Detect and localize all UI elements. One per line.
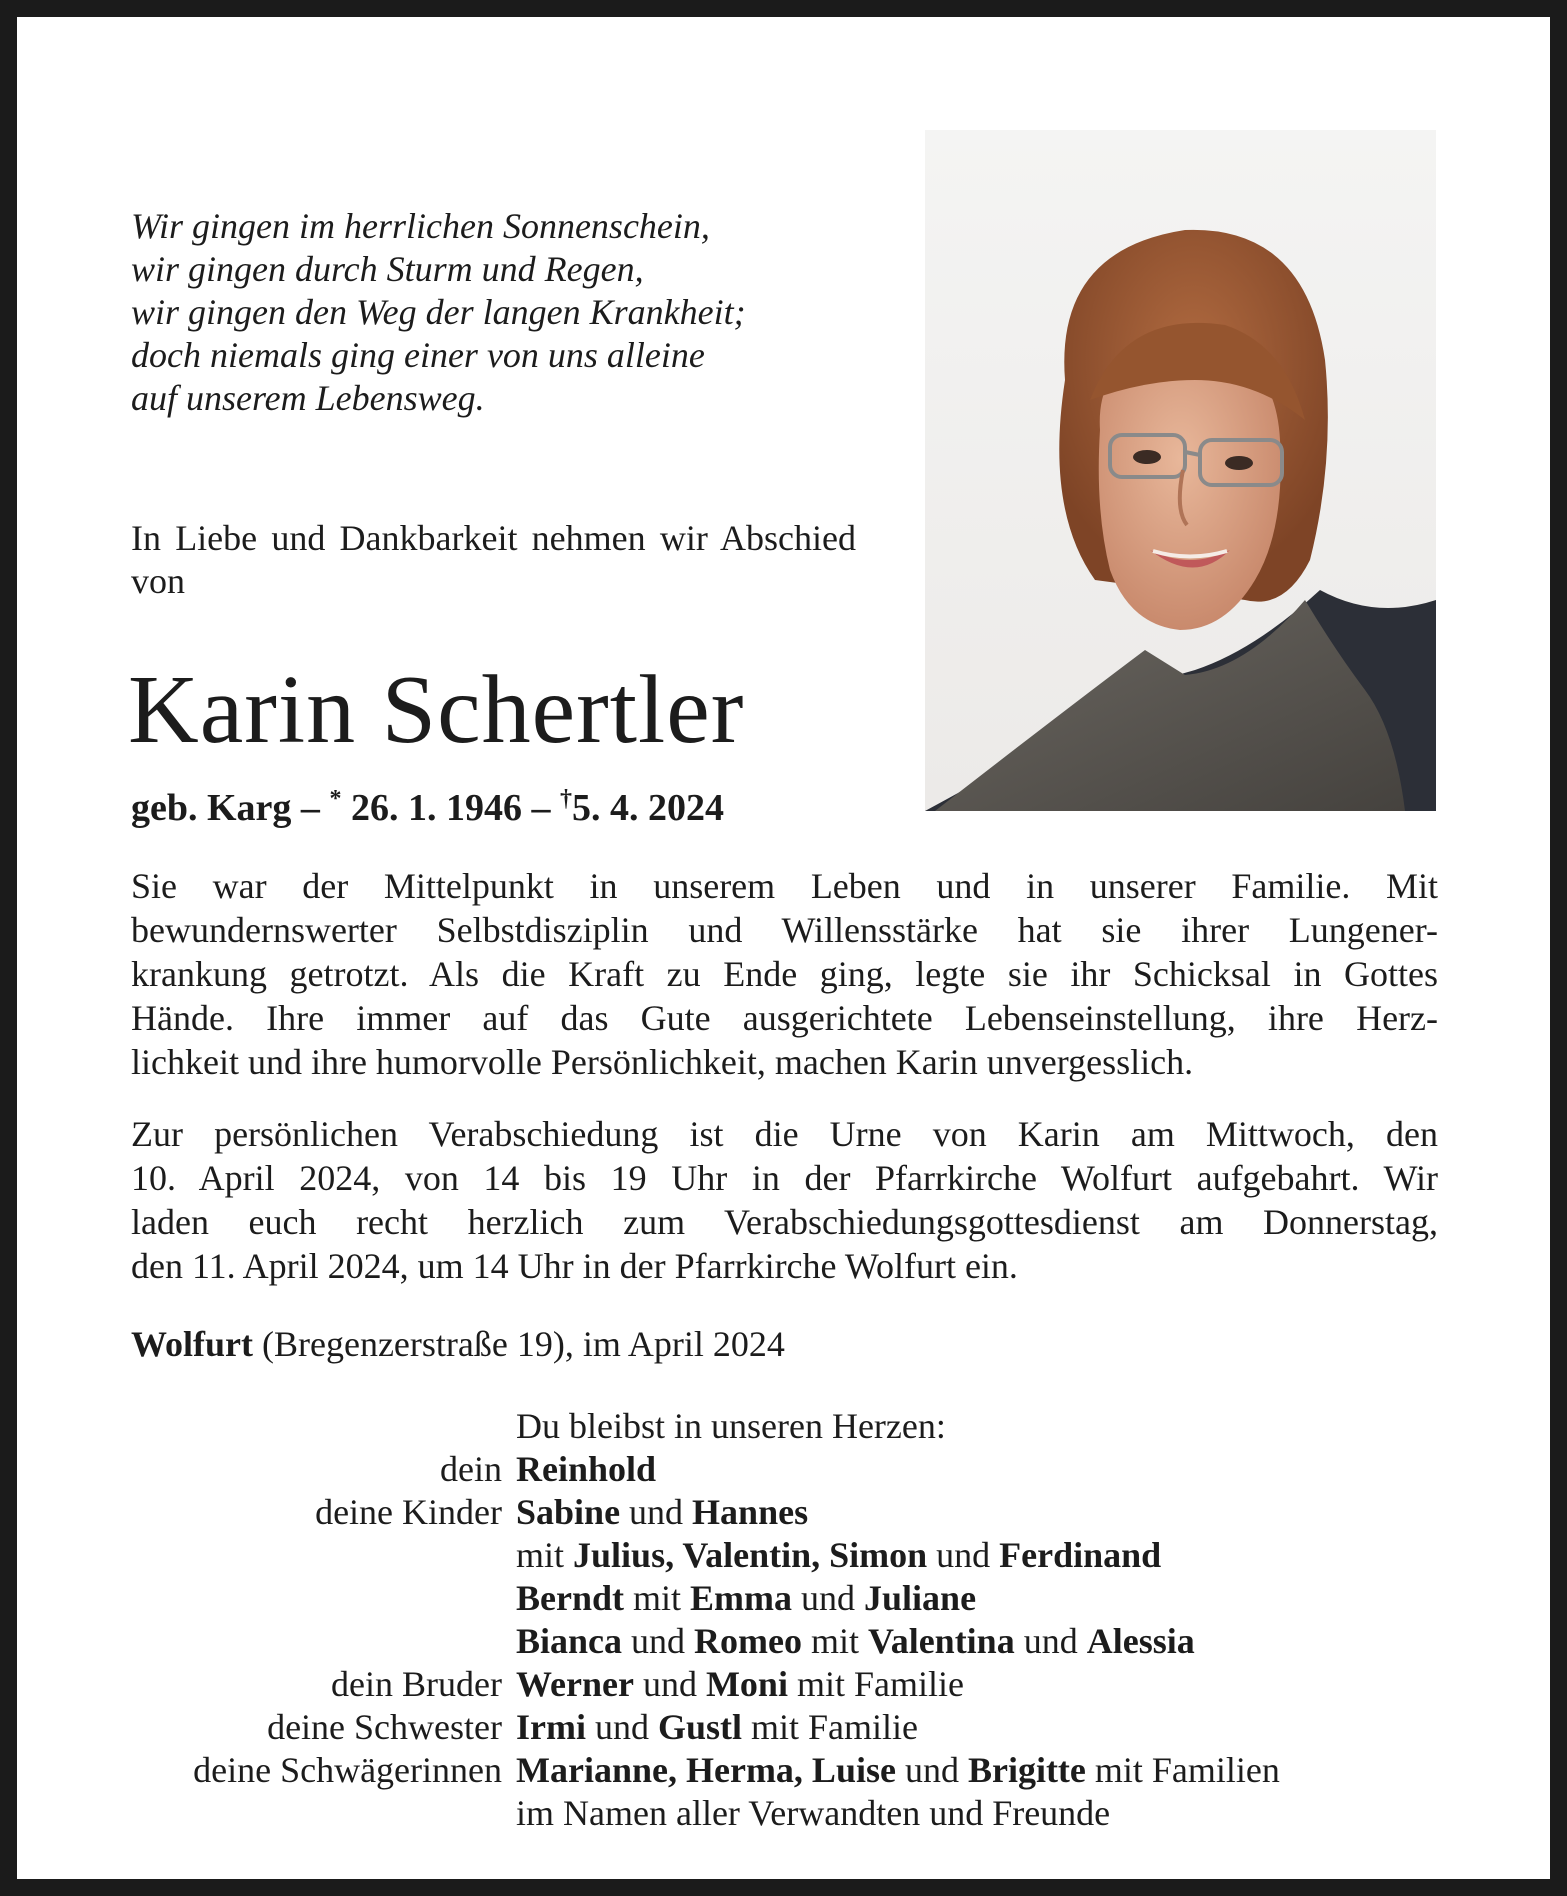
mourners-heading: Du bleibst in unseren Herzen:: [516, 1406, 946, 1446]
mourner-names: [516, 1749, 1461, 1792]
relation-label: [131, 1577, 516, 1620]
mourner-row: [131, 1706, 1461, 1749]
memorial-poem: [131, 205, 811, 420]
mourner-name: Irmi: [516, 1707, 586, 1747]
mourner-name: Gustl: [657, 1707, 743, 1747]
mourner-name: Ferdinand: [999, 1535, 1162, 1575]
paragraph-line: Hände. Ihre immer auf das Gute ausgerichtete Lebenseinstellung, ihre Herz-: [131, 998, 1438, 1038]
connector-text: mit Familie: [787, 1664, 964, 1704]
paragraph-line: lichkeit und ihre humorvolle Persönlichkeit, machen Karin unvergesslich.: [131, 1042, 1194, 1082]
mourner-row: [131, 1577, 1461, 1620]
connector-text: und: [620, 1492, 693, 1532]
mourner-names: [516, 1620, 1461, 1663]
mourner-name: Bianca: [516, 1621, 623, 1661]
death-symbol: †: [559, 786, 572, 812]
mourner-row: [131, 1534, 1461, 1577]
relation-label: [131, 1620, 516, 1663]
connector-text: und: [622, 1621, 695, 1661]
life-dates: [131, 777, 724, 830]
paragraph-line: 10. April 2024, von 14 bis 19 Uhr in der Pfarrkirche Wolfurt aufgebahrt. Wir: [131, 1158, 1438, 1198]
mourner-name: Reinhold: [516, 1449, 657, 1489]
town-name: Wolfurt: [131, 1324, 253, 1364]
mourner-name: Hannes: [692, 1492, 809, 1532]
connector-text: mit: [516, 1535, 574, 1575]
birth-date: 26. 1. 1946 –: [341, 787, 560, 829]
connector-text: mit: [801, 1621, 868, 1661]
connector-text: und: [633, 1664, 706, 1704]
mourner-rows: [131, 1448, 1461, 1835]
connector-text: mit Familien: [1085, 1750, 1280, 1790]
mourner-name: Berndt: [516, 1578, 624, 1618]
mourners-heading-row: [131, 1405, 1461, 1448]
poem-line: doch niemals ging einer von uns alleine: [131, 335, 705, 375]
mourner-name: Valentina: [868, 1621, 1015, 1661]
poem-line: wir gingen durch Sturm und Regen,: [131, 249, 644, 289]
mourner-names: [516, 1706, 1461, 1749]
relation-label: deine Schwester: [267, 1707, 502, 1747]
mourner-name: Brigitte: [967, 1750, 1086, 1790]
mourner-name: Werner: [516, 1664, 634, 1704]
mourner-name: Juliane: [864, 1578, 977, 1618]
place-and-date: [131, 1322, 785, 1366]
mourner-name: Alessia: [1086, 1621, 1195, 1661]
tribute-paragraph: [131, 864, 1438, 1084]
mourner-names: [516, 1663, 1461, 1706]
relation-label: deine Kinder: [315, 1492, 502, 1532]
connector-text: im Namen aller Verwandten und Freunde: [516, 1793, 1111, 1833]
death-date: 5. 4. 2024: [571, 787, 724, 829]
mourner-name: Sabine: [516, 1492, 621, 1532]
funeral-details-paragraph: [131, 1112, 1438, 1288]
mourner-row: [131, 1448, 1461, 1491]
portrait-illustration: [925, 130, 1436, 811]
mourner-row: [131, 1749, 1461, 1792]
mourner-names: [516, 1448, 1461, 1491]
connector-text: mit: [624, 1578, 691, 1618]
paragraph-line: Sie war der Mittelpunkt in unserem Leben und in unserer Familie. Mit: [131, 866, 1438, 906]
farewell-intro: In Liebe und Dankbarkeit nehmen wir Abschied von: [131, 518, 856, 601]
maiden-name: geb. Karg –: [131, 787, 330, 829]
paragraph-line: den 11. April 2024, um 14 Uhr in der Pfarrkirche Wolfurt ein.: [131, 1246, 1018, 1286]
connector-text: und: [585, 1707, 658, 1747]
relation-label: dein: [440, 1449, 502, 1489]
connector-text: mit Familie: [742, 1707, 919, 1747]
address-and-date: (Bregenzerstraße 19), im April 2024: [253, 1324, 785, 1364]
mourner-names: [516, 1491, 1461, 1534]
poem-line: wir gingen den Weg der langen Krankheit;: [131, 292, 746, 332]
relation-label: [131, 1792, 516, 1835]
mourner-name: Emma: [690, 1578, 793, 1618]
mourner-name: Moni: [705, 1664, 788, 1704]
mourner-name: Julius, Valentin, Simon: [573, 1535, 928, 1575]
mourner-names: [516, 1577, 1461, 1620]
mourner-names: [516, 1792, 1461, 1835]
mourner-row: [131, 1491, 1461, 1534]
mourner-name: Romeo: [694, 1621, 802, 1661]
mourner-name: Marianne, Herma, Luise: [516, 1750, 896, 1790]
paragraph-line: krankung getrotzt. Als die Kraft zu Ende ging, legte sie ihr Schicksal in Gottes: [131, 954, 1438, 994]
poem-line: auf unserem Lebensweg.: [131, 378, 485, 418]
connector-text: und: [1014, 1621, 1087, 1661]
paragraph-line: Zur persönlichen Verabschiedung ist die Urne von Karin am Mittwoch, den: [131, 1114, 1438, 1154]
relation-label: dein Bruder: [331, 1664, 502, 1704]
deceased-name: Karin Schertler: [128, 656, 745, 764]
paragraph-line: laden euch recht herzlich zum Verabschiedungsgottesdienst am Donnerstag,: [131, 1202, 1438, 1242]
mourners-list: [131, 1405, 1461, 1835]
relation-label: [131, 1534, 516, 1577]
connector-text: und: [792, 1578, 865, 1618]
portrait-photo: [925, 130, 1436, 811]
relation-label: deine Schwägerinnen: [193, 1750, 502, 1790]
mourner-row: [131, 1620, 1461, 1663]
mourner-row: [131, 1663, 1461, 1706]
connector-text: und: [927, 1535, 1000, 1575]
mourner-names: [516, 1534, 1461, 1577]
mourner-row: [131, 1792, 1461, 1835]
paragraph-line: bewundernswerter Selbstdisziplin und Willensstärke hat sie ihrer Lungener-: [131, 910, 1438, 950]
birth-symbol: *: [329, 786, 342, 812]
poem-line: Wir gingen im herrlichen Sonnenschein,: [131, 206, 710, 246]
connector-text: und: [895, 1750, 968, 1790]
